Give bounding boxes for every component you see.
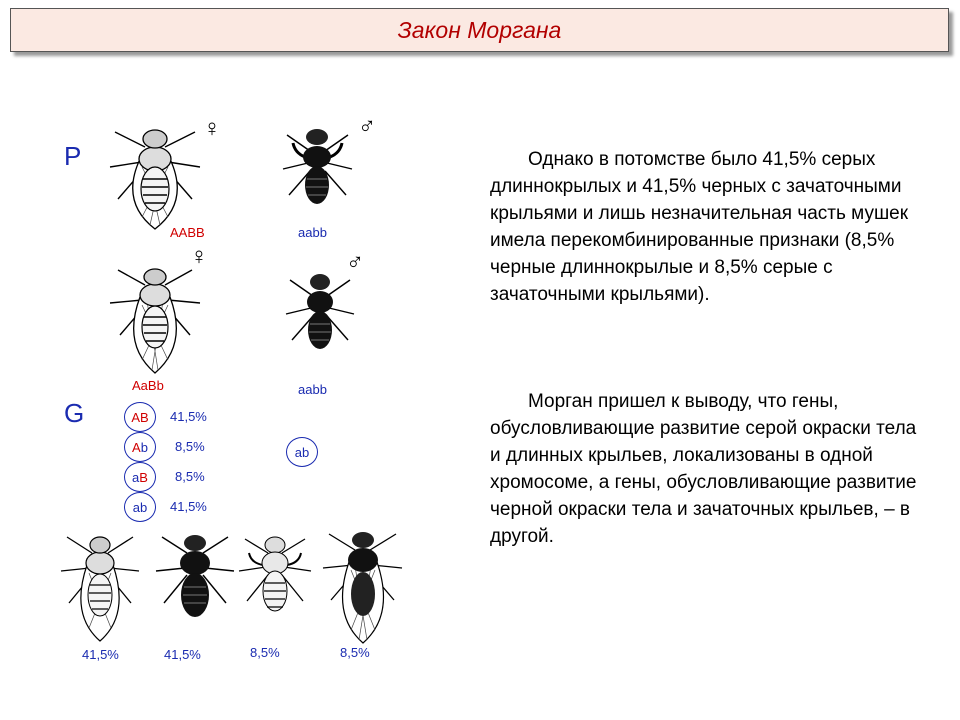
paragraph-conclusion: Морган пришел к выводу, что гены, обусловливающие развитие серой окраски тела и длинных крыльев, локализованы в одной хромосоме, а гены, обусловливающие развитие черной окраски тела и зачаточных крыльев, – в другой. — [490, 391, 917, 547]
female-symbol-2: ♀ — [190, 243, 208, 270]
offspring-pct-1: 41,5% — [82, 647, 119, 662]
title-bar — [10, 8, 949, 52]
male-symbol-1: ♂ — [358, 113, 376, 140]
male-gamete-ab: ab — [286, 437, 318, 467]
grey-long-wing-hybrid-female-fly — [100, 255, 210, 375]
paragraph-offspring: Однако в потомстве было 41,5% серых длиннокрылых и 41,5% черных с зачаточными крыльями и лишь незначительная часть мушек имела перекомбинированные признаки (8,5% черные длиннокрылые и 8,5% серые с зачаточными крыльями). — [490, 149, 909, 305]
offspring-pct-3: 8,5% — [250, 645, 280, 660]
gamete-aB: a B — [124, 462, 156, 492]
genotype-male-1: aabb — [298, 225, 327, 240]
offspring-pct-4: 8,5% — [340, 645, 370, 660]
slide-title: Закон Моргана — [397, 16, 562, 43]
black-vestigial-male-fly — [275, 113, 360, 213]
gamete-pct: 8,5% — [175, 469, 205, 484]
gamete-ab: a b — [124, 492, 156, 522]
genotype-male-2: aabb — [298, 382, 327, 397]
male-symbol-2: ♂ — [346, 249, 364, 276]
p-label: P — [64, 141, 82, 171]
genotype-female-2: AaBb — [132, 378, 164, 393]
gamete-Ab: A b — [124, 432, 156, 462]
offspring-black-long-fly — [315, 520, 410, 645]
gamete-pct: 8,5% — [175, 439, 205, 454]
grey-long-wing-female-fly — [100, 107, 210, 232]
offspring-pct-2: 41,5% — [164, 647, 201, 662]
female-symbol-1: ♀ — [203, 115, 221, 142]
gamete-pct: 41,5% — [170, 499, 207, 514]
cross-diagram — [40, 95, 460, 675]
offspring-grey-long-fly — [55, 523, 145, 643]
g-label: G — [64, 398, 85, 428]
offspring-black-vestigial-fly — [150, 523, 240, 633]
genotype-female-1: AABB — [170, 225, 205, 240]
gamete-pct: 41,5% — [170, 409, 207, 424]
gamete-AB: A B — [124, 402, 156, 432]
offspring-grey-vestigial-fly — [235, 525, 315, 625]
